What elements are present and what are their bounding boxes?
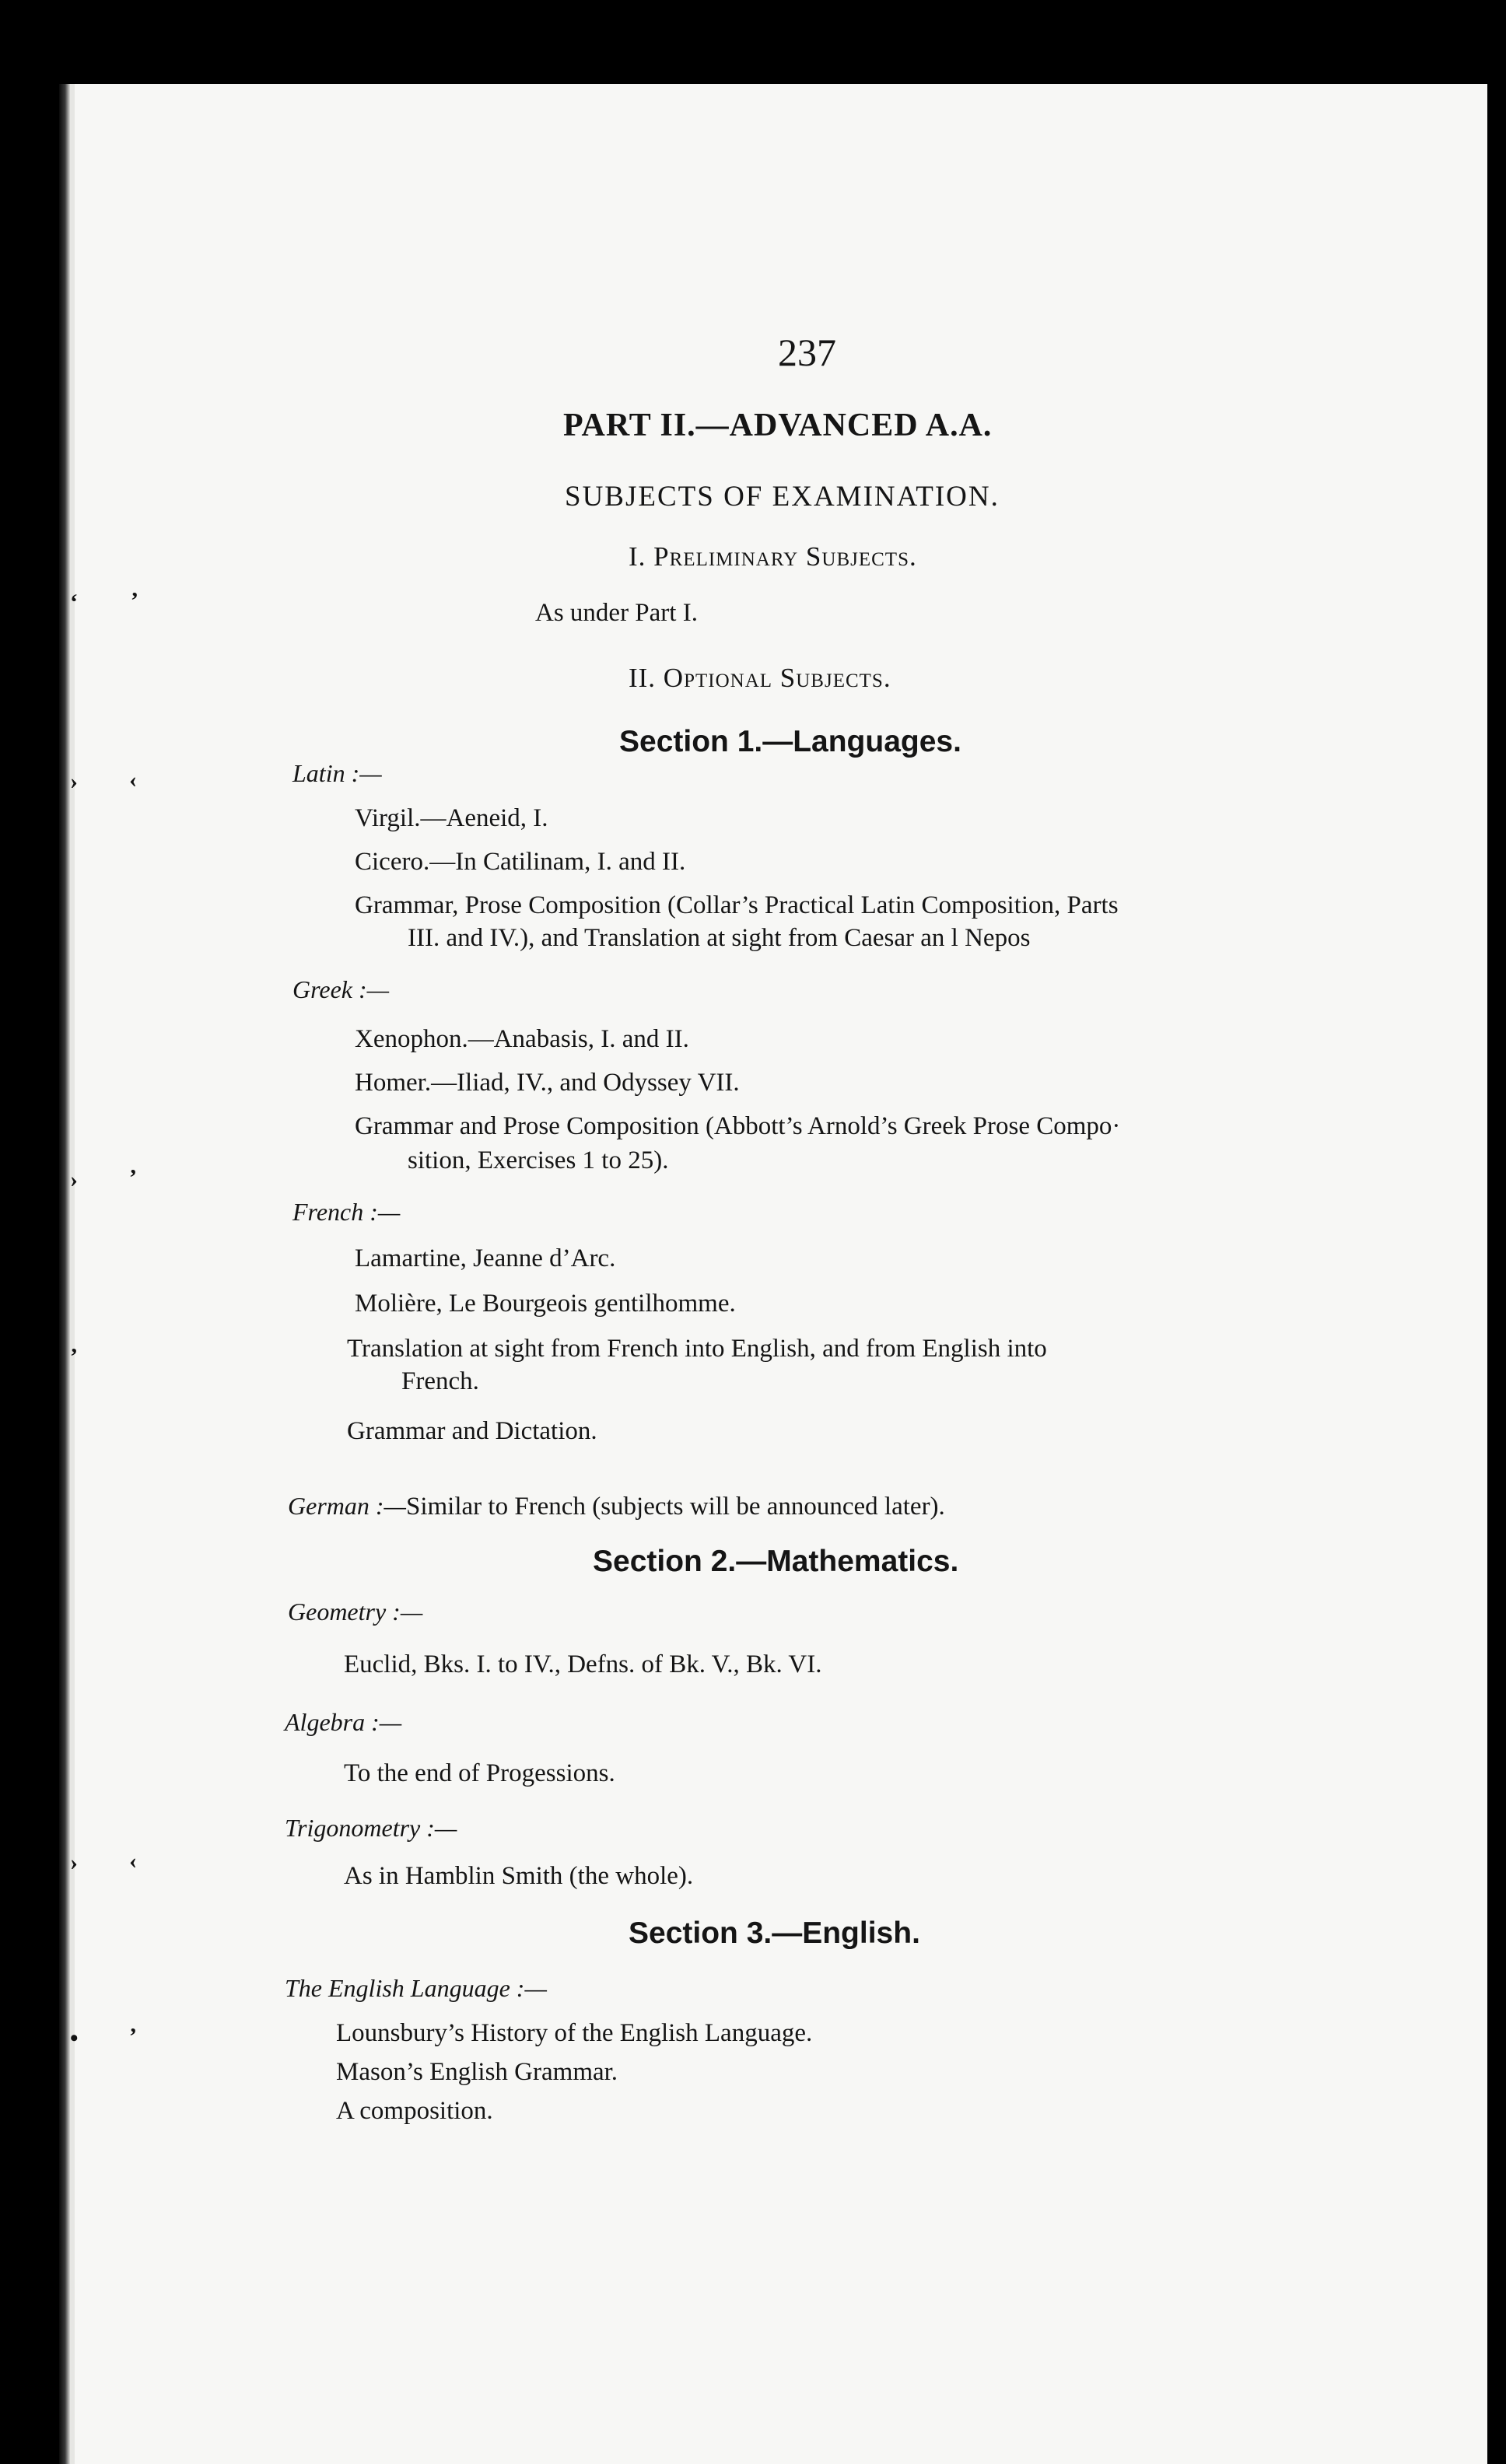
french-item: Lamartine, Jeanne d’Arc.: [355, 1244, 616, 1272]
greek-grammar: Grammar and Prose Composition (Abbott’s Arnold’s Greek Prose Compo·: [355, 1112, 1121, 1140]
margin-mark: ʼ: [129, 1165, 137, 1191]
section-heading: Section 2.—Mathematics.: [593, 1545, 959, 1578]
english-item: Mason’s English Grammar.: [336, 2058, 618, 2086]
optional-heading: II. Optional Subjects.: [629, 663, 891, 693]
margin-mark: ‹: [129, 1848, 137, 1874]
greek-item: Xenophon.—Anabasis, I. and II.: [355, 1025, 689, 1053]
latin-label: Latin :—: [292, 759, 382, 787]
german-entry: [288, 1493, 945, 1520]
latin-grammar: Grammar, Prose Composition (Collar’s Practical Latin Composition, Parts: [355, 891, 1119, 919]
margin-mark: ʼ: [70, 1344, 78, 1370]
french-item: Molière, Le Bourgeois gentilhomme.: [355, 1290, 736, 1318]
algebra-text: To the end of Progessions.: [344, 1759, 615, 1787]
document-page: [59, 84, 1487, 2464]
margin-mark: ‹: [129, 767, 137, 793]
german-text: Similar to French (subjects will be announced later).: [405, 1493, 945, 1521]
german-label: German :—: [288, 1492, 406, 1520]
greek-label: Greek :—: [292, 975, 390, 1003]
section-heading: Section 3.—English.: [629, 1916, 920, 1950]
margin-mark: ʼ: [129, 2024, 137, 2049]
trigonometry-text: As in Hamblin Smith (the whole).: [344, 1862, 694, 1890]
latin-item: Cicero.—In Catilinam, I. and II.: [355, 848, 686, 876]
margin-mark: ʻ: [70, 590, 78, 615]
preliminary-heading: I. Preliminary Subjects.: [629, 541, 917, 572]
english-language-label: The English Language :—: [285, 1974, 547, 2002]
book-binding: [59, 84, 70, 2464]
english-item: Lounsbury’s History of the English Language.: [336, 2019, 813, 2047]
greek-item: Homer.—Iliad, IV., and Odyssey VII.: [355, 1069, 740, 1097]
french-grammar: Grammar and Dictation.: [347, 1417, 597, 1445]
binding-edge: [70, 84, 75, 2464]
trigonometry-label: Trigonometry :—: [285, 1814, 457, 1842]
section-heading: Section 1.—Languages.: [619, 725, 961, 758]
page-number: 237: [778, 331, 836, 374]
margin-mark: ʼ: [131, 588, 138, 614]
margin-mark: ›: [70, 1850, 78, 1875]
geometry-label: Geometry :—: [288, 1598, 423, 1626]
french-translation: Translation at sight from French into English, and from English into: [347, 1335, 1047, 1363]
margin-mark: •: [70, 2025, 79, 2051]
greek-grammar-cont: sition, Exercises 1 to 25).: [408, 1146, 669, 1174]
latin-grammar-cont: III. and IV.), and Translation at sight from Caesar an l Nepos: [408, 924, 1031, 952]
english-item: A composition.: [336, 2097, 493, 2125]
latin-item: Virgil.—Aeneid, I.: [355, 804, 548, 832]
french-label: French :—: [292, 1198, 401, 1226]
margin-mark: ›: [70, 768, 78, 794]
algebra-label: Algebra :—: [285, 1708, 402, 1736]
margin-mark: ›: [70, 1167, 78, 1192]
part-title: PART II.—ADVANCED A.A.: [563, 408, 993, 443]
geometry-text: Euclid, Bks. I. to IV., Defns. of Bk. V., Bk. VI.: [344, 1650, 822, 1678]
preliminary-text: As under Part I.: [535, 599, 698, 627]
subjects-heading: SUBJECTS OF EXAMINATION.: [565, 481, 1000, 513]
french-translation-cont: French.: [401, 1367, 479, 1395]
